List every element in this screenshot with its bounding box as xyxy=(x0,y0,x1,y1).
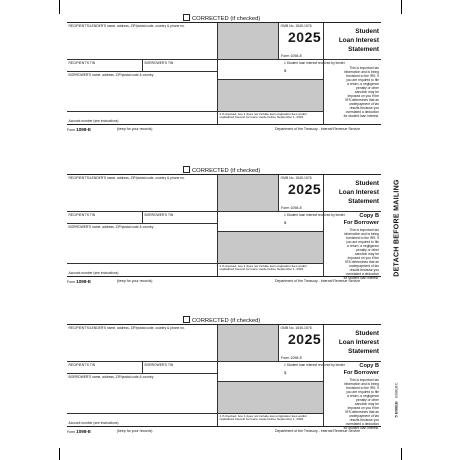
notice-box xyxy=(323,362,381,430)
lender-field[interactable] xyxy=(67,23,217,60)
footer-form-word: Form xyxy=(67,280,76,284)
side-product-code xyxy=(388,360,404,440)
notice-box xyxy=(323,60,381,124)
corrected-label: CORRECTED (if checked) xyxy=(192,168,261,174)
box1-field[interactable] xyxy=(217,362,345,382)
copy-name: Copy B xyxy=(359,363,379,369)
box1-label: 1 Student loan interest received by lender xyxy=(284,363,345,367)
form-1098e-bottom xyxy=(67,316,381,441)
notice-line: This is important tax xyxy=(349,378,379,382)
lender-label: RECIPIENT'S/LENDER'S name, address, ZIP/postal code, country & phone no. xyxy=(68,326,185,330)
footer-keep: (keep for your records) xyxy=(117,429,153,433)
footer-form-number: 1098-E xyxy=(76,429,91,434)
left-margin-line xyxy=(59,448,60,460)
omb-year-box xyxy=(278,325,323,362)
recipient-tin-label: RECIPIENT'S TIN xyxy=(68,213,96,217)
tax-year-suffix: 25 xyxy=(304,181,322,197)
footer-dept: Department of the Treasury - Internal Revenue Service xyxy=(275,127,361,131)
box2-label: 2 If checked, box 1 does not include loan origination fees and/or capitalized interest for loans made before September 1, 2004 xyxy=(219,414,308,422)
notice-line: you are required to file xyxy=(346,78,379,82)
account-number-label: Account number (see instructions) xyxy=(68,119,119,123)
box1-dollar: $ xyxy=(284,68,287,73)
tax-year xyxy=(288,30,321,44)
form-1098e-top xyxy=(67,14,381,139)
omb-number: OMB No. 1545-1576 xyxy=(280,24,312,28)
notice-line: furnished to the IRS. If xyxy=(346,386,379,390)
title-box xyxy=(323,23,381,60)
form-title-line: Loan Interest xyxy=(338,339,379,346)
notice-line: you are required to file xyxy=(346,240,379,244)
account-number-field[interactable] xyxy=(67,414,217,426)
copy-sub: For Borrower xyxy=(343,370,379,376)
borrower-tin-label: BORROWER'S TIN xyxy=(144,213,174,217)
tax-notice xyxy=(344,228,379,280)
account-number-label: Account number (see instructions) xyxy=(68,421,119,425)
box1-label: 1 Student loan interest received by lender xyxy=(284,213,345,217)
box1-dollar: $ xyxy=(284,220,287,225)
copy-label xyxy=(344,363,379,377)
notice-line: penalty or other xyxy=(356,398,379,402)
side-code-text xyxy=(394,383,399,418)
notice-line: sanction may be xyxy=(354,90,379,94)
footer-form xyxy=(67,429,91,434)
notice-line: for student loan interest. xyxy=(343,114,379,118)
right-margin-line xyxy=(401,448,402,460)
borrower-tin-label: BORROWER'S TIN xyxy=(144,61,174,65)
right-margin-line xyxy=(401,0,402,14)
footer-form-word: Form xyxy=(67,128,76,132)
side-code: B98EBC xyxy=(393,382,399,398)
notice-line: underpayment of tax xyxy=(348,414,379,418)
box1-dollar: $ xyxy=(284,370,287,375)
notice-line: penalty or other xyxy=(356,86,379,90)
recipient-tin-field[interactable] xyxy=(67,212,142,224)
form-title xyxy=(339,329,379,356)
copy-sub: For Borrower xyxy=(343,220,379,226)
form-grid xyxy=(67,174,381,280)
notice-line: underpayment of tax xyxy=(348,102,379,106)
omb-year-box xyxy=(278,23,323,60)
account-number-field[interactable] xyxy=(67,264,217,276)
notice-line: imposed on you if the xyxy=(347,94,379,98)
notice-line: furnished to the IRS. If xyxy=(346,236,379,240)
box1-field[interactable] xyxy=(217,212,345,232)
notice-line: This is important tax xyxy=(349,66,379,70)
borrower-name-label: BORROWER'S name, address, ZIP/postal code & country xyxy=(68,73,154,77)
borrower-name-field[interactable] xyxy=(67,374,217,414)
omb-number: OMB No. 1545-1576 xyxy=(280,326,312,330)
borrower-name-label: BORROWER'S name, address, ZIP/postal code & country xyxy=(68,375,154,379)
form-title-line: Student xyxy=(355,28,379,35)
form-title xyxy=(339,27,379,54)
box1-label: 1 Student loan interest received by lender xyxy=(284,61,345,65)
lender-label: RECIPIENT'S/LENDER'S name, address, ZIP/postal code, country & phone no. xyxy=(68,176,185,180)
form-grid xyxy=(67,22,381,125)
recipient-tin-label: RECIPIENT'S TIN xyxy=(68,363,96,367)
borrower-tin-label: BORROWER'S TIN xyxy=(144,363,174,367)
notice-line: This is important tax xyxy=(349,228,379,232)
side-code-bold: 5 B98EB xyxy=(393,401,399,418)
footer-form xyxy=(67,279,91,284)
borrower-tin-field[interactable] xyxy=(142,60,217,72)
notice-line: for student loan interest. xyxy=(343,426,379,430)
notice-line: imposed on you if the xyxy=(347,256,379,260)
notice-line: imposed on you if the xyxy=(347,406,379,410)
lender-field[interactable] xyxy=(67,175,217,212)
lender-label: RECIPIENT'S/LENDER'S name, address, ZIP/postal code, country & phone no. xyxy=(68,24,185,28)
recipient-tin-label: RECIPIENT'S TIN xyxy=(68,61,96,65)
footer-dept: Department of the Treasury - Internal Revenue Service xyxy=(275,429,361,433)
notice-line: information and is being xyxy=(343,232,379,236)
left-margin-line xyxy=(59,0,60,14)
copy-name: Copy B xyxy=(359,213,379,219)
form-title-line: Loan Interest xyxy=(338,37,379,44)
corrected-checkbox[interactable] xyxy=(183,316,190,323)
corrected-checkbox[interactable] xyxy=(183,14,190,21)
corrected-label: CORRECTED (if checked) xyxy=(192,318,261,324)
form-title-line: Loan Interest xyxy=(338,189,379,196)
footer-keep: (keep for your records) xyxy=(117,279,153,283)
borrower-name-field[interactable] xyxy=(67,224,217,264)
tax-year-suffix: 25 xyxy=(304,331,322,347)
corrected-label: CORRECTED (if checked) xyxy=(192,16,261,22)
borrower-tin-field[interactable] xyxy=(142,212,217,224)
recipient-tin-field[interactable] xyxy=(67,60,142,72)
form-title xyxy=(339,179,379,206)
notice-line: a return, a negligence xyxy=(347,82,379,86)
lender-field[interactable] xyxy=(67,325,217,362)
box2-label: 2 If checked, box 1 does not include loan origination fees and/or capitalized interest for loans made before September 1, 2004 xyxy=(219,112,308,120)
notice-line: results because you xyxy=(349,106,379,110)
notice-line: overstated a deduction xyxy=(345,110,379,114)
borrower-tin-field[interactable] xyxy=(142,362,217,374)
tax-year-prefix: 20 xyxy=(288,181,305,197)
shaded-box xyxy=(217,23,278,60)
notice-line: a return, a negligence xyxy=(347,394,379,398)
detach-text: DETACH BEFORE MAILING xyxy=(393,179,401,277)
form-title-line: Student xyxy=(355,180,379,187)
footer-form-number: 1098-E xyxy=(76,127,91,132)
footer-dept: Department of the Treasury - Internal Revenue Service xyxy=(275,279,361,283)
footer-form-number: 1098-E xyxy=(76,279,91,284)
form-title-line: Statement xyxy=(348,46,379,53)
corrected-checkbox[interactable] xyxy=(183,166,190,173)
notice-line: IRS determines that an xyxy=(345,410,379,414)
tax-year xyxy=(288,182,321,196)
notice-line: results because you xyxy=(349,268,379,272)
notice-line: underpayment of tax xyxy=(348,264,379,268)
corrected-checkbox-row[interactable] xyxy=(183,166,260,174)
tax-year-suffix: 25 xyxy=(304,29,322,45)
form-number: Form 1098-E xyxy=(281,356,302,360)
shaded-box xyxy=(217,175,278,212)
notice-line: you are required to file xyxy=(346,390,379,394)
omb-year-box xyxy=(278,175,323,212)
borrower-name-label: BORROWER'S name, address, ZIP/postal code & country xyxy=(68,225,154,229)
form-number: Form 1098-E xyxy=(281,54,302,58)
notice-line: overstated a deduction xyxy=(345,422,379,426)
footer-form-word: Form xyxy=(67,430,76,434)
box2-field[interactable] xyxy=(217,264,323,276)
notice-line: sanction may be xyxy=(354,402,379,406)
footer-keep: (keep for your records) xyxy=(117,127,153,131)
shaded-box xyxy=(217,325,278,362)
notice-line: penalty or other xyxy=(356,248,379,252)
notice-line: furnished to the IRS. If xyxy=(346,74,379,78)
notice-line: information and is being xyxy=(343,70,379,74)
notice-line: results because you xyxy=(349,418,379,422)
notice-line: sanction may be xyxy=(354,252,379,256)
title-box xyxy=(323,325,381,362)
notice-box xyxy=(323,212,381,280)
notice-line: IRS determines that an xyxy=(345,98,379,102)
shaded-box xyxy=(217,80,323,112)
corrected-checkbox-row[interactable] xyxy=(183,14,260,22)
form-title-line: Statement xyxy=(348,348,379,355)
box2-field[interactable] xyxy=(217,414,323,426)
footer-form xyxy=(67,127,91,132)
detach-notice xyxy=(388,173,406,283)
notice-line: for student loan interest. xyxy=(343,276,379,280)
form-title-line: Statement xyxy=(348,198,379,205)
notice-line: a return, a negligence xyxy=(347,244,379,248)
form-title-line: Student xyxy=(355,330,379,337)
form-number: Form 1098-E xyxy=(281,206,302,210)
corrected-checkbox-row[interactable] xyxy=(183,316,260,324)
account-number-field[interactable] xyxy=(67,112,217,124)
notice-line: IRS determines that an xyxy=(345,260,379,264)
box2-field[interactable] xyxy=(217,112,323,124)
tax-notice xyxy=(344,378,379,430)
omb-number: OMB No. 1545-1576 xyxy=(280,176,312,180)
notice-line: information and is being xyxy=(343,382,379,386)
account-number-label: Account number (see instructions) xyxy=(68,271,119,275)
form-grid xyxy=(67,324,381,430)
form-1098e-middle xyxy=(67,166,381,291)
box2-label: 2 If checked, box 1 does not include loan origination fees and/or capitalized interest for loans made before September 1, 2004 xyxy=(219,264,308,272)
recipient-tin-field[interactable] xyxy=(67,362,142,374)
notice-line: overstated a deduction xyxy=(345,272,379,276)
tax-year-prefix: 20 xyxy=(288,331,305,347)
tax-year-prefix: 20 xyxy=(288,29,305,45)
box1-field[interactable] xyxy=(217,60,345,80)
borrower-name-field[interactable] xyxy=(67,72,217,112)
tax-notice xyxy=(344,66,379,118)
tax-year xyxy=(288,332,321,346)
title-box xyxy=(323,175,381,212)
shaded-box xyxy=(217,382,323,414)
copy-label xyxy=(344,213,379,227)
shaded-box xyxy=(217,232,323,264)
